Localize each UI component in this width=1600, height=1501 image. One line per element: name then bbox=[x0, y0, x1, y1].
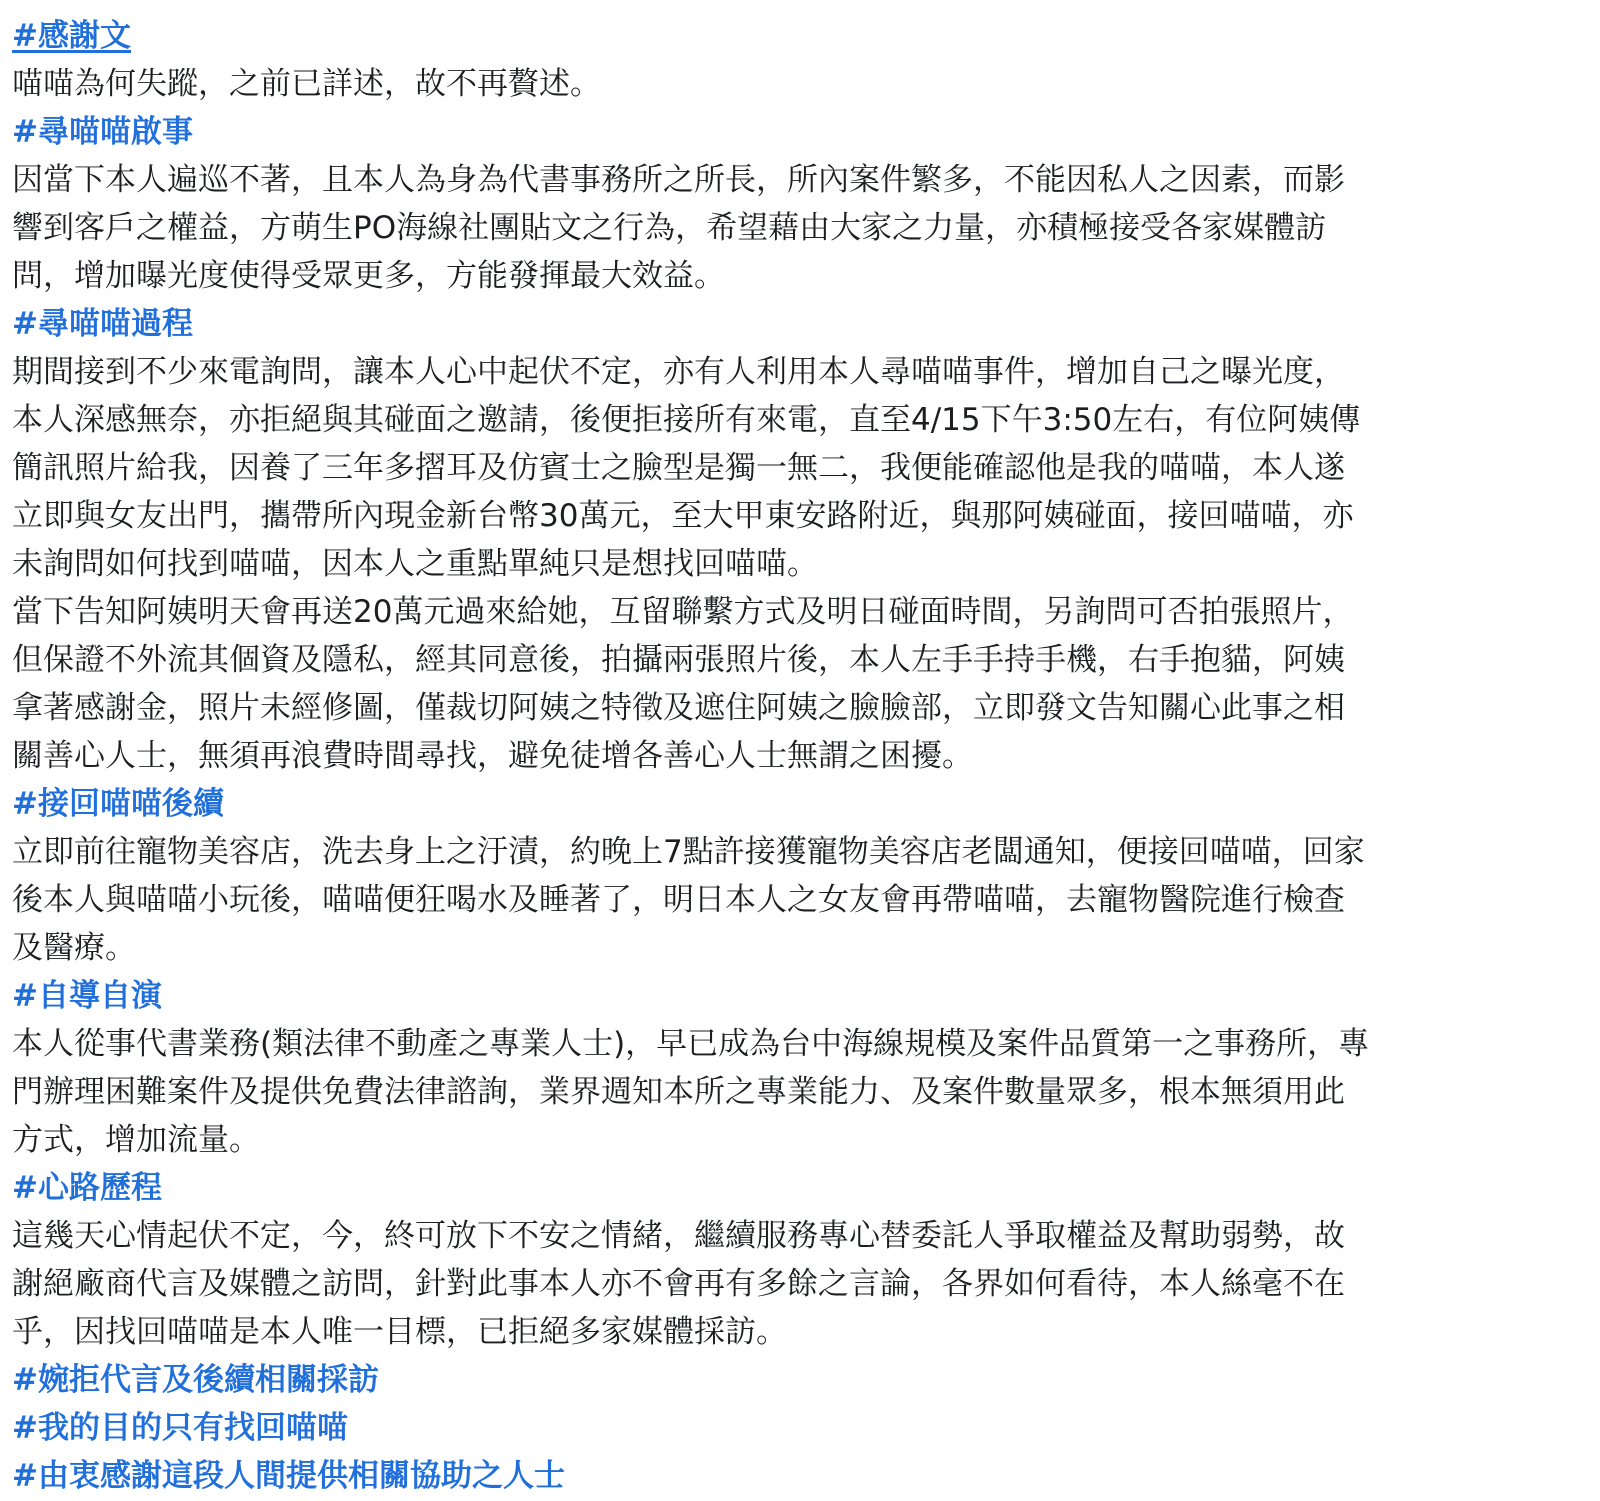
post-text: 未詢問如何找到喵喵，因本人之重點單純只是想找回喵喵。 bbox=[12, 546, 818, 582]
post-text: 簡訊照片給我，因養了三年多摺耳及仿賓士之臉型是獨一無二，我便能確認他是我的喵喵，本人遂 bbox=[12, 450, 1345, 486]
post-text-line bbox=[12, 588, 1592, 636]
post-text: 門辦理困難案件及提供免費法律諮詢，業界週知本所之專業能力、及案件數量眾多，根本無須用此 bbox=[12, 1074, 1345, 1110]
post-text: 拿著感謝金，照片未經修圖，僅裁切阿姨之特徵及遮住阿姨之臉臉部，立即發文告知關心此事之相 bbox=[12, 690, 1345, 726]
post-text-line bbox=[12, 876, 1592, 924]
hashtag-line bbox=[12, 972, 1592, 1020]
post-text-line bbox=[12, 540, 1592, 588]
post-text-line bbox=[12, 492, 1592, 540]
post-text-line bbox=[12, 252, 1592, 300]
post-text-line bbox=[12, 1308, 1592, 1356]
post-text: 方式，增加流量。 bbox=[12, 1122, 260, 1158]
post-text-line bbox=[12, 1260, 1592, 1308]
post-text: 期間接到不少來電詢問，讓本人心中起伏不定，亦有人利用本人尋喵喵事件，增加自己之曝光度， bbox=[12, 354, 1345, 390]
hashtag-link[interactable]: #接回喵喵後續 bbox=[12, 786, 224, 822]
post-text: 謝絕廠商代言及媒體之訪問，針對此事本人亦不會再有多餘之言論，各界如何看待，本人絲毫不在 bbox=[12, 1266, 1345, 1302]
hashtag-link[interactable]: #尋喵喵啟事 bbox=[12, 114, 193, 150]
hashtag-link[interactable]: #自導自演 bbox=[12, 978, 162, 1014]
hashtag-link[interactable]: #我的目的只有找回喵喵 bbox=[12, 1410, 348, 1446]
post-text-line bbox=[12, 156, 1592, 204]
hashtag-link[interactable]: #心路歷程 bbox=[12, 1170, 162, 1206]
post-text-line bbox=[12, 1212, 1592, 1260]
post-text: 乎，因找回喵喵是本人唯一目標，已拒絕多家媒體採訪。 bbox=[12, 1314, 787, 1350]
post-text: 關善心人士，無須再浪費時間尋找，避免徒增各善心人士無謂之困擾。 bbox=[12, 738, 973, 774]
post-text-line bbox=[12, 396, 1592, 444]
post-text-line bbox=[12, 1020, 1592, 1068]
hashtag-line bbox=[12, 300, 1592, 348]
hashtag-line bbox=[12, 780, 1592, 828]
post-text-line bbox=[12, 348, 1592, 396]
hashtag-link[interactable]: #由衷感謝這段人間提供相關協助之人士 bbox=[12, 1458, 565, 1494]
post-text-line bbox=[12, 1116, 1592, 1164]
post-text: 問，增加曝光度使得受眾更多，方能發揮最大效益。 bbox=[12, 258, 725, 294]
hashtag-line bbox=[12, 1404, 1592, 1452]
post-text-line bbox=[12, 60, 1592, 108]
post-text: 響到客戶之權益，方萌生PO海線社團貼文之行為，希望藉由大家之力量，亦積極接受各家媒體訪 bbox=[12, 210, 1327, 246]
hashtag-link[interactable]: #感謝文 bbox=[12, 18, 131, 54]
hashtag-line bbox=[12, 108, 1592, 156]
post-text: 本人從事代書業務(類法律不動產之專業人士)，早已成為台中海線規模及案件品質第一之事務所，專 bbox=[12, 1026, 1370, 1062]
hashtag-line bbox=[12, 12, 1592, 60]
post-text: 後本人與喵喵小玩後，喵喵便狂喝水及睡著了，明日本人之女友會再帶喵喵，去寵物醫院進行檢查 bbox=[12, 882, 1345, 918]
post-text: 這幾天心情起伏不定，今，終可放下不安之情緒，繼續服務專心替委託人爭取權益及幫助弱勢，故 bbox=[12, 1218, 1345, 1254]
hashtag-link[interactable]: #尋喵喵過程 bbox=[12, 306, 193, 342]
post-text-line bbox=[12, 924, 1592, 972]
post-text: 因當下本人遍巡不著，且本人為身為代書事務所之所長，所內案件繁多，不能因私人之因素，而影 bbox=[12, 162, 1345, 198]
post-text: 但保證不外流其個資及隱私，經其同意後，拍攝兩張照片後，本人左手手持手機，右手抱貓，阿姨 bbox=[12, 642, 1345, 678]
post-body bbox=[12, 12, 1592, 1500]
hashtag-link[interactable]: #婉拒代言及後續相關採訪 bbox=[12, 1362, 379, 1398]
post-text-line bbox=[12, 684, 1592, 732]
post-text-line bbox=[12, 204, 1592, 252]
post-text-line bbox=[12, 828, 1592, 876]
post-text-line bbox=[12, 732, 1592, 780]
hashtag-line bbox=[12, 1356, 1592, 1404]
post-text: 當下告知阿姨明天會再送20萬元過來給她，互留聯繫方式及明日碰面時間，另詢問可否拍張照片， bbox=[12, 594, 1354, 630]
post-text: 立即與女友出門，攜帶所內現金新台幣30萬元，至大甲東安路附近，與那阿姨碰面，接回喵喵，亦 bbox=[12, 498, 1354, 534]
post-text-line bbox=[12, 1068, 1592, 1116]
hashtag-line bbox=[12, 1164, 1592, 1212]
post-text-line bbox=[12, 636, 1592, 684]
post-text-line bbox=[12, 444, 1592, 492]
post-text: 喵喵為何失蹤，之前已詳述，故不再贅述。 bbox=[12, 66, 601, 102]
post-text: 本人深感無奈，亦拒絕與其碰面之邀請，後便拒接所有來電，直至4/15下午3:50左右，有位阿姨傳 bbox=[12, 402, 1361, 438]
post-text: 立即前往寵物美容店，洗去身上之汙漬，約晚上7點許接獲寵物美容店老闆通知，便接回喵喵，回家 bbox=[12, 834, 1365, 870]
post-text: 及醫療。 bbox=[12, 930, 136, 966]
hashtag-line bbox=[12, 1452, 1592, 1500]
